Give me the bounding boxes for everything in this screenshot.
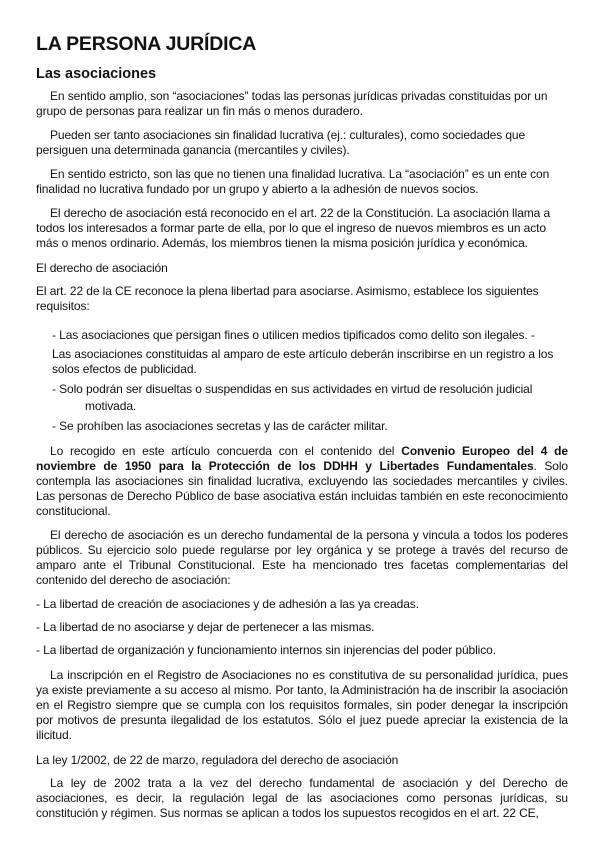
requirement-registry: Las asociaciones constituidas al amparo de este artículo deberán inscribirse en un registro a los solos efectos de publicidad. [52,347,554,376]
paragraph-derecho-reconocido: El derecho de asociación está reconocido en el art. 22 de la Constitución. La asociación llama a todos los interesados a formar parte de ella, por lo que el ingreso de nuevos miembros es un acto más o menos ordinario. Además, los miembros tienen la misma posición jurídica y económica. [36,206,551,250]
paragraph-sentido-amplio: En sentido amplio, son “asociaciones” todas las personas jurídicas privadas constituidas por un grupo de personas para realizar un fin más o menos duradero. [36,89,548,118]
requirement-illegal: - Las asociaciones que persigan fines o utilicen medios tipificados como delito son ilegales. - [52,328,535,342]
requirement-dissolution-cont: motivada. [85,399,137,413]
requirement-item [36,419,568,434]
page-title: LA PERSONA JURÍDICA [36,33,257,55]
paragraph-ley-2002: La ley de 2002 trata a la vez del derecho fundamental de asociación y del Derecho de asociaciones, es decir, la regulación legal de las asociaciones como personas jurídicas, su constitución y régimen. Sus normas se aplican a todos los supuestos recogidos en el art. 22 CE, [36,776,568,820]
paragraph-convenio [36,444,568,519]
requirement-item [36,381,568,415]
facet-creation: - La libertad de creación de asociaciones y de adhesión a las ya creadas. [36,597,419,611]
requirements-list [36,328,568,434]
facet-no-asociarse: - La libertad de no asociarse y dejar de pertenecer a las mismas. [36,620,375,634]
requirement-prohibited: - Se prohíben las asociaciones secretas y las de carácter militar. [52,419,388,433]
requirement-dissolution: - Solo podrán ser disueltas o suspendidas en sus actividades en virtud de resolución judicial [52,382,533,396]
requirement-item [36,328,568,343]
requirement-item [36,347,568,377]
paragraph-art22: El art. 22 de la CE reconoce la plena libertad para asociarse. Asimismo, establece los siguientes requisitos: [36,284,539,313]
convenio-text-after: . Solo contempla las asociaciones sin finalidad lucrativa, excluyendo las sociedades mercantiles y civiles. Las personas de Derecho Público de base asociativa están incluidas también en este reconocimiento constitucional. [36,459,568,518]
subheading-derecho-asociacion: El derecho de asociación [36,261,168,275]
subheading-ley-2002: La ley 1/2002, de 22 de marzo, reguladora del derecho de asociación [36,753,399,767]
convenio-bold-text: Convenio Europeo del 4 de noviembre de 1950 para la Protección de los DDHH y Libertades Fundamentales [36,444,568,473]
facet-organization: - La libertad de organización y funcionamiento internos sin injerencias del poder público. [36,643,496,657]
document-page [36,32,568,821]
paragraph-tipos: Pueden ser tanto asociaciones sin finalidad lucrativa (ej.: culturales), como sociedades que persiguen una determinada ganancia (mercantiles y civiles). [36,128,526,157]
paragraph-derecho-fundamental: El derecho de asociación es un derecho fundamental de la persona y vincula a todos los poderes públicos. Su ejercicio solo puede regularse por ley orgánica y se protege a través del recurso de amparo ante el Tribunal Constitucional. Este ha mencionado tres facetas complementarias del contenido del derecho de asociación: [36,528,568,587]
convenio-text-before: Lo recogido en este artículo concuerda con el contenido del [50,444,402,458]
facets-list [36,597,568,658]
section-heading-asociaciones: Las asociaciones [36,66,157,82]
paragraph-sentido-estricto: En sentido estricto, son las que no tienen una finalidad lucrativa. La “asociación” es un ente con finalidad no lucrativa fundado por un grupo y abierto a la adhesión de nuevos socios. [36,167,550,196]
paragraph-inscripcion: La inscripción en el Registro de Asociaciones no es constitutiva de su personalidad jurídica, pues ya existe previamente a su acceso al mismo. Por tanto, la Administración ha de inscribir la asociación en el Registro siempre que se cumpla con los requisitos formales, sin poder denegar la inscripción por motivos de presunta ilegalidad de los estatutos. Sólo el juez puede apreciar la existencia de la ilicitud. [36,668,568,742]
